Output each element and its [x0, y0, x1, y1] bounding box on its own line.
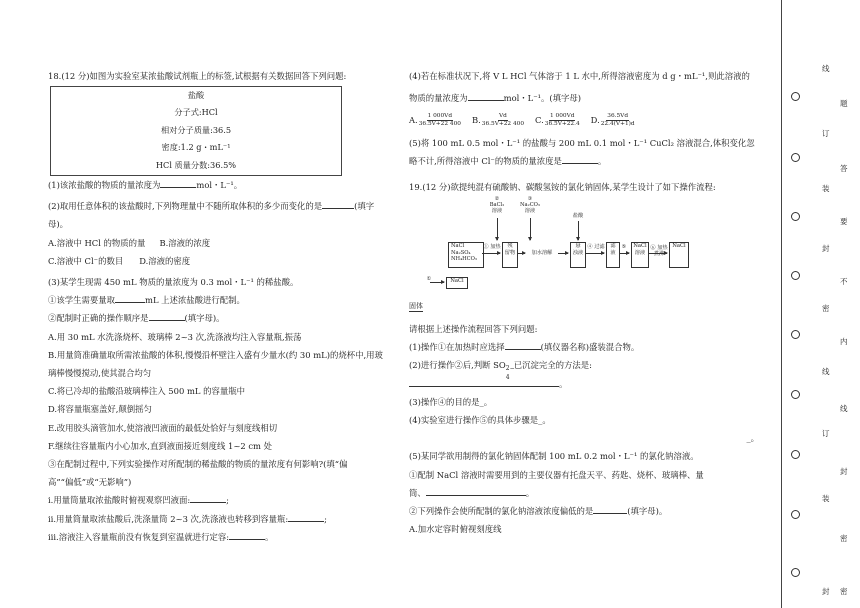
- binding-margin: [771, 0, 860, 608]
- margin-char-17: 封: [822, 587, 830, 596]
- q18-step-f: F.继续往容量瓶内小心加水,直到液面接近刻度线 1~2 cm 处: [48, 440, 272, 451]
- q19-q3: (3)操作④的目的是_。: [409, 396, 493, 407]
- margin-circle-9: [791, 568, 800, 577]
- label-line-4: 密度:1.2 g・mL⁻¹: [161, 142, 231, 153]
- arrow-reagent-3: [530, 218, 531, 240]
- q18-step-a: A.用 30 mL 水洗涤烧杯、玻璃棒 2~3 次,洗涤液均注入容量瓶,振荡: [48, 331, 302, 342]
- q18-p4b: 物质的量浓度为 mol・L⁻¹。(填字母): [409, 89, 759, 107]
- flow-nacl-solution: NaCl 溶液: [631, 242, 649, 268]
- q19-flow-diagram: [426, 196, 720, 296]
- flow-final-product: NaCl: [669, 242, 689, 268]
- margin-char-6: 要: [840, 217, 848, 226]
- margin-circle-8: [791, 510, 800, 519]
- margin-circle-4: [791, 271, 800, 280]
- q19-q4-answer-line: _。: [746, 433, 759, 444]
- margin-circle-1: [791, 92, 800, 101]
- q18-p3-2: ②配制时正确的操作顺序是 (填字母)。: [48, 309, 388, 327]
- flow-filter-label: ④ 过滤: [587, 244, 605, 250]
- q18-step-e: E.改用胶头滴管加水,使溶液凹液面的最低处恰好与刻度线相切: [48, 422, 278, 433]
- reagent-label-box: [50, 86, 342, 176]
- q19-q5-1b: 筒、 。: [409, 484, 759, 502]
- arrow-gas: [430, 282, 444, 283]
- margin-circle-6: [791, 390, 800, 399]
- arrow-step5: [619, 253, 629, 254]
- q18-p2-opts-ab: A.溶液中 HCl 的物质的量 B.溶液的浓度: [48, 237, 211, 248]
- q18-p3: (3)某学生现需 450 mL 物质的量浓度为 0.3 mol・L⁻¹ 的稀盐酸。: [48, 277, 299, 288]
- q18-p4-options: [409, 111, 759, 129]
- arrow-heat: [482, 253, 500, 254]
- q19-ask: 请根据上述操作流程回答下列问题:: [409, 324, 538, 334]
- margin-char-13: 订: [822, 429, 830, 438]
- right-column: [409, 67, 759, 196]
- q18-step-c: C.将已冷却的盐酸沿玻璃棒注入 500 mL 的容量瓶中: [48, 386, 245, 397]
- flow-start-mixture: NaCl Na₂SO₄ NH₄HCO₃: [448, 242, 484, 268]
- arrow-filter: [586, 253, 604, 254]
- margin-char-5: 装: [822, 184, 830, 193]
- margin-circle-3: [791, 212, 800, 221]
- margin-char-9: 密: [822, 304, 830, 313]
- flow-heat-label: ① 加热: [483, 244, 501, 250]
- margin-circle-7: [791, 450, 800, 459]
- q19-q2-answer-line: 。: [409, 375, 759, 393]
- q18-step-d: D.将容量瓶塞盖好,颠倒摇匀: [48, 404, 152, 415]
- q19-q5-1a: ①配制 NaCl 溶液时需要用到的主要仪器有托盘天平、药匙、烧杯、玻璃棒、量: [409, 469, 704, 480]
- flow-nacl-out: NaCl: [446, 277, 468, 289]
- option-d: D. $\frac{36.5Vd}{22.4(V+1)d}$: [590, 113, 635, 128]
- q18-p3-3a: ③在配制过程中,下列实验操作对所配制的稀盐酸的物质的量浓度有何影响?(填“偏: [48, 459, 348, 470]
- option-b: B. $\frac{Vd}{36.5V+22 400}$: [471, 113, 525, 128]
- q18-p2-opts-cd: C.溶液中 Cl⁻的数目 D.溶液的密度: [48, 255, 191, 266]
- label-line-5: HCl 质量分数:36.5%: [155, 159, 237, 170]
- flow-reagent-2: ② BaCl₂ 溶液: [489, 196, 505, 215]
- flow-reagent-hcl: 盐酸: [572, 213, 584, 219]
- q18-step-b2: 璃棒慢慢搅动,使其混合均匀: [48, 368, 152, 379]
- q19-q5: (5)某同学欲用制得的氯化钠固体配制 100 mL 0.2 mol・L⁻¹ 的氯化钠溶液。: [409, 451, 699, 462]
- arrow-dissolve: [558, 253, 568, 254]
- arrow-hcl: [578, 221, 579, 240]
- q19-body: [409, 320, 759, 538]
- margin-char-2: 题: [840, 99, 848, 108]
- margin-char-11: 线: [822, 367, 830, 376]
- q19-q1: (1)操作①在加热时应选择 (填仪器名称)盛装混合物。: [409, 338, 759, 356]
- flow-boil-label: ⑥ 加热 煮沸: [650, 245, 668, 258]
- margin-char-12: 线: [840, 404, 848, 413]
- q18-p1: (1)该浓盐酸的物质的量浓度为 mol・L⁻¹。: [48, 176, 388, 194]
- option-c: C. $\frac{1 000Vd}{36.5V+22.4}$: [535, 113, 580, 128]
- flow-filtrate: 滤 液: [606, 242, 620, 268]
- q18-p3-1: ①该学生需要量取 mL 上述浓盐酸进行配制。: [48, 291, 388, 309]
- margin-char-7: 封: [822, 244, 830, 253]
- margin-circle-5: [791, 330, 800, 339]
- q19-q5-2: ②下列操作会使所配制的氯化钠溶液浓度偏低的是 (填字母)。: [409, 502, 759, 520]
- q18-p5a: (5)将 100 mL 0.5 mol・L⁻¹ 的盐酸与 200 mL 0.1 mol・L⁻¹ CuCl₂ 溶液混合,体积变化忽: [409, 137, 755, 148]
- margin-char-16: 密: [840, 534, 848, 543]
- label-line-3: 相对分子质量:36.5: [160, 124, 232, 135]
- q18-p3-3iii: ⅲ.溶液注入容量瓶前没有恢复到室温就进行定容: 。: [48, 528, 388, 546]
- q18-p4a: (4)若在标准状况下,将 V L HCl 气体溶于 1 L 水中,所得溶液密度为 d g・mL⁻¹,则此溶液的: [409, 71, 750, 81]
- option-a: A. $\frac{1 000Vd}{36.5V+22 400}$: [409, 113, 461, 128]
- q19-q4: (4)实验室进行操作⑤的具体步骤是_。: [409, 415, 551, 426]
- label-line-1: 盐酸: [187, 90, 205, 100]
- margin-char-3: 订: [822, 129, 830, 138]
- margin-char-15: 装: [822, 494, 830, 503]
- q18-p3-3b: 高”“偏低”或“无影响”): [48, 477, 132, 488]
- flow-step1-mark: ①: [426, 276, 432, 282]
- arrow-to-dissolve: [517, 253, 525, 254]
- arrow-reagent-2: [497, 218, 498, 240]
- q19-q5-opt-a: A.加水定容时俯视刻度线: [409, 524, 502, 535]
- q18-intro: 18.(12 分)如图为实验室某浓盐酸试剂瓶上的标签,试根据有关数据回答下列问题:: [48, 71, 347, 81]
- q18-p5b: 略不计,所得溶液中 Cl⁻的物质的量浓度是 。: [409, 152, 759, 170]
- q18-step-b1: B.用量筒准确量取所需浓盐酸的体积,慢慢沿杯壁注入盛有少量水(约 30 mL)的烧杯中,用玻: [48, 349, 383, 360]
- margin-char-14: 封: [840, 467, 848, 476]
- flow-step5-label: ⑤: [621, 244, 627, 250]
- q19-q2: (2)进行操作②后,判断 SO 2− 4 已沉淀完全的方法是:: [409, 360, 592, 382]
- margin-char-10: 内: [840, 337, 848, 346]
- flow-suspension-1: 悬 浊液: [570, 242, 586, 268]
- margin-char-4: 答: [840, 164, 848, 173]
- q18-p3-3ii: ⅱ.用量筒量取浓盐酸后,洗涤量筒 2~3 次,洗涤液也转移到容量瓶: ;: [48, 510, 388, 528]
- margin-char-18: 密: [840, 587, 848, 596]
- margin-char-1: 线: [822, 64, 830, 73]
- flow-reagent-3: ③ Na₂CO₃ 溶液: [519, 196, 540, 215]
- q18-body: [48, 176, 388, 546]
- arrow-boil: [649, 253, 667, 254]
- q18-p2-cont: 母)。: [48, 219, 69, 230]
- q18-p3-3i: ⅰ.用量筒量取浓盐酸时俯视观察凹液面: ;: [48, 491, 388, 509]
- flow-residue: 残 留物: [502, 242, 518, 268]
- margin-char-8: 不: [840, 277, 848, 286]
- flow-dissolve-label: 加水溶解: [531, 250, 553, 256]
- flow-solid-label: 固体: [409, 302, 423, 310]
- q18-p2: (2)取用任意体积的该盐酸时,下列物理量中不随所取体积的多少而变化的是 (填字: [48, 197, 388, 215]
- q19-intro: 19.(12 分)欲提纯混有硫酸钠、碳酸氢铵的氯化钠固体,某学生设计了如下操作流程:: [409, 182, 716, 193]
- label-line-2: 分子式:HCl: [174, 107, 218, 118]
- margin-circle-2: [791, 153, 800, 162]
